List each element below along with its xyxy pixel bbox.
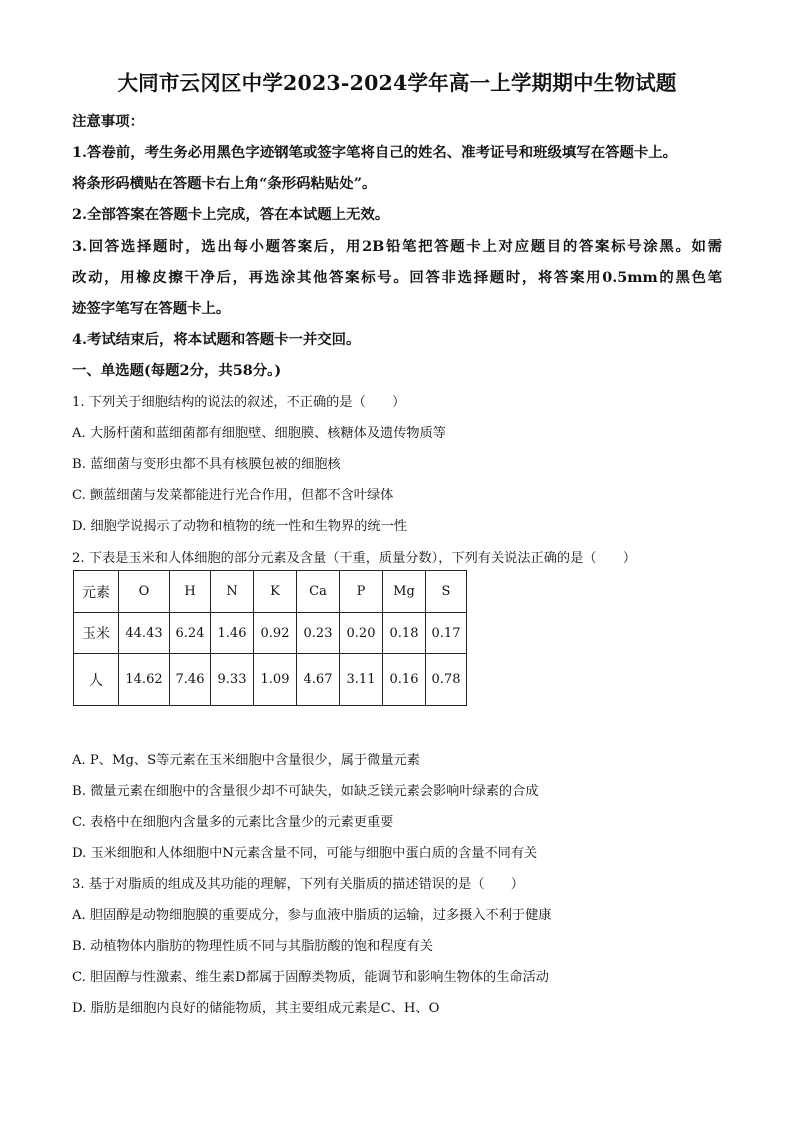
notice-item-3-end: 迹签字笔写在答题卡上。 <box>72 300 231 317</box>
table-cell: 0.16 <box>383 654 426 706</box>
question-1-stem: 1. 下列关于细胞结构的说法的叙述，不正确的是（ ） <box>72 395 406 410</box>
table-cell: 9.33 <box>211 654 254 706</box>
question-2-option-c: C. 表格中在细胞内含量多的元素比含量少的元素更重要 <box>72 815 394 830</box>
table-cell: 0.23 <box>297 613 340 654</box>
table-header-cell: Mg <box>383 571 426 613</box>
notice-item-1-cont: 将条形码横贴在答题卡右上角“条形码粘贴处”。 <box>72 175 377 192</box>
table-cell: 4.67 <box>297 654 340 706</box>
table-cell: 人 <box>74 654 119 706</box>
notice-item-1: 1.答卷前，考生务必用黑色字迹钢笔或签字笔将自己的姓名、准考证号和班级填写在答题卡上。 <box>72 144 678 161</box>
section-heading: 一、单选题(每题2分，共58分。) <box>72 362 282 379</box>
notice-item-4: 4.考试结束后，将本试题和答题卡一并交回。 <box>72 331 361 348</box>
notice-heading: 注意事项： <box>72 113 144 130</box>
table-cell: 3.11 <box>340 654 383 706</box>
table-header-cell: 元素 <box>74 571 119 613</box>
table-cell: 0.92 <box>254 613 297 654</box>
notice-item-3-cont: 改动，用橡皮擦干净后，再选涂其他答案标号。回答非选择题时，将答案用0.5mm的黑色笔 <box>72 269 722 286</box>
table-cell: 0.20 <box>340 613 383 654</box>
table-cell: 0.18 <box>383 613 426 654</box>
element-content-table <box>73 570 467 706</box>
table-header-cell: P <box>340 571 383 613</box>
question-1-option-d: D. 细胞学说揭示了动物和植物的统一性和生物界的统一性 <box>72 519 407 534</box>
table-cell: 1.09 <box>254 654 297 706</box>
table-cell: 14.62 <box>119 654 170 706</box>
question-2-option-b: B. 微量元素在细胞中的含量很少却不可缺失，如缺乏镁元素会影响叶绿素的合成 <box>72 784 539 799</box>
table-cell: 6.24 <box>170 613 211 654</box>
table-row <box>74 654 467 706</box>
table-cell: 0.17 <box>426 613 467 654</box>
question-1-option-a: A. 大肠杆菌和蓝细菌都有细胞壁、细胞膜、核糖体及遗传物质等 <box>72 426 446 441</box>
question-2-stem: 2. 下表是玉米和人体细胞的部分元素及含量（干重，质量分数），下列有关说法正确的是（ ） <box>72 551 637 566</box>
exam-title: 大同市云冈区中学2023-2024学年高一上学期期中生物试题 <box>117 71 677 95</box>
notice-item-3: 3.回答选择题时，选出每小题答案后，用2B铅笔把答题卡上对应题目的答案标号涂黑。如需 <box>72 238 722 255</box>
table-cell: 0.78 <box>426 654 467 706</box>
table-header-cell: H <box>170 571 211 613</box>
notice-item-2: 2.全部答案在答题卡上完成，答在本试题上无效。 <box>72 206 390 223</box>
table-cell: 44.43 <box>119 613 170 654</box>
table-header-cell: K <box>254 571 297 613</box>
table-header-cell: S <box>426 571 467 613</box>
question-3-option-d: D. 脂肪是细胞内良好的储能物质，其主要组成元素是C、H、O <box>72 1001 440 1016</box>
table-cell: 1.46 <box>211 613 254 654</box>
table-cell: 7.46 <box>170 654 211 706</box>
question-3-option-b: B. 动植物体内脂肪的物理性质不同与其脂肪酸的饱和程度有关 <box>72 939 433 954</box>
table-header-cell: O <box>119 571 170 613</box>
table-header-cell: Ca <box>297 571 340 613</box>
question-3-option-a: A. 胆固醇是动物细胞膜的重要成分，参与血液中脂质的运输，过多摄入不利于健康 <box>72 908 552 923</box>
question-2-option-a: A. P、Mg、S等元素在玉米细胞中含量很少，属于微量元素 <box>72 753 420 768</box>
question-2-option-d: D. 玉米细胞和人体细胞中N元素含量不同，可能与细胞中蛋白质的含量不同有关 <box>72 846 538 861</box>
table-cell: 玉米 <box>74 613 119 654</box>
table-header-row <box>74 571 467 613</box>
question-1-option-b: B. 蓝细菌与变形虫都不具有核膜包被的细胞核 <box>72 457 341 472</box>
table-row <box>74 613 467 654</box>
question-1-option-c: C. 颤蓝细菌与发菜都能进行光合作用，但都不含叶绿体 <box>72 488 394 503</box>
table-header-cell: N <box>211 571 254 613</box>
question-3-stem: 3. 基于对脂质的组成及其功能的理解，下列有关脂质的描述错误的是（ ） <box>72 877 524 892</box>
question-3-option-c: C. 胆固醇与性激素、维生素D都属于固醇类物质，能调节和影响生物体的生命活动 <box>72 970 549 985</box>
